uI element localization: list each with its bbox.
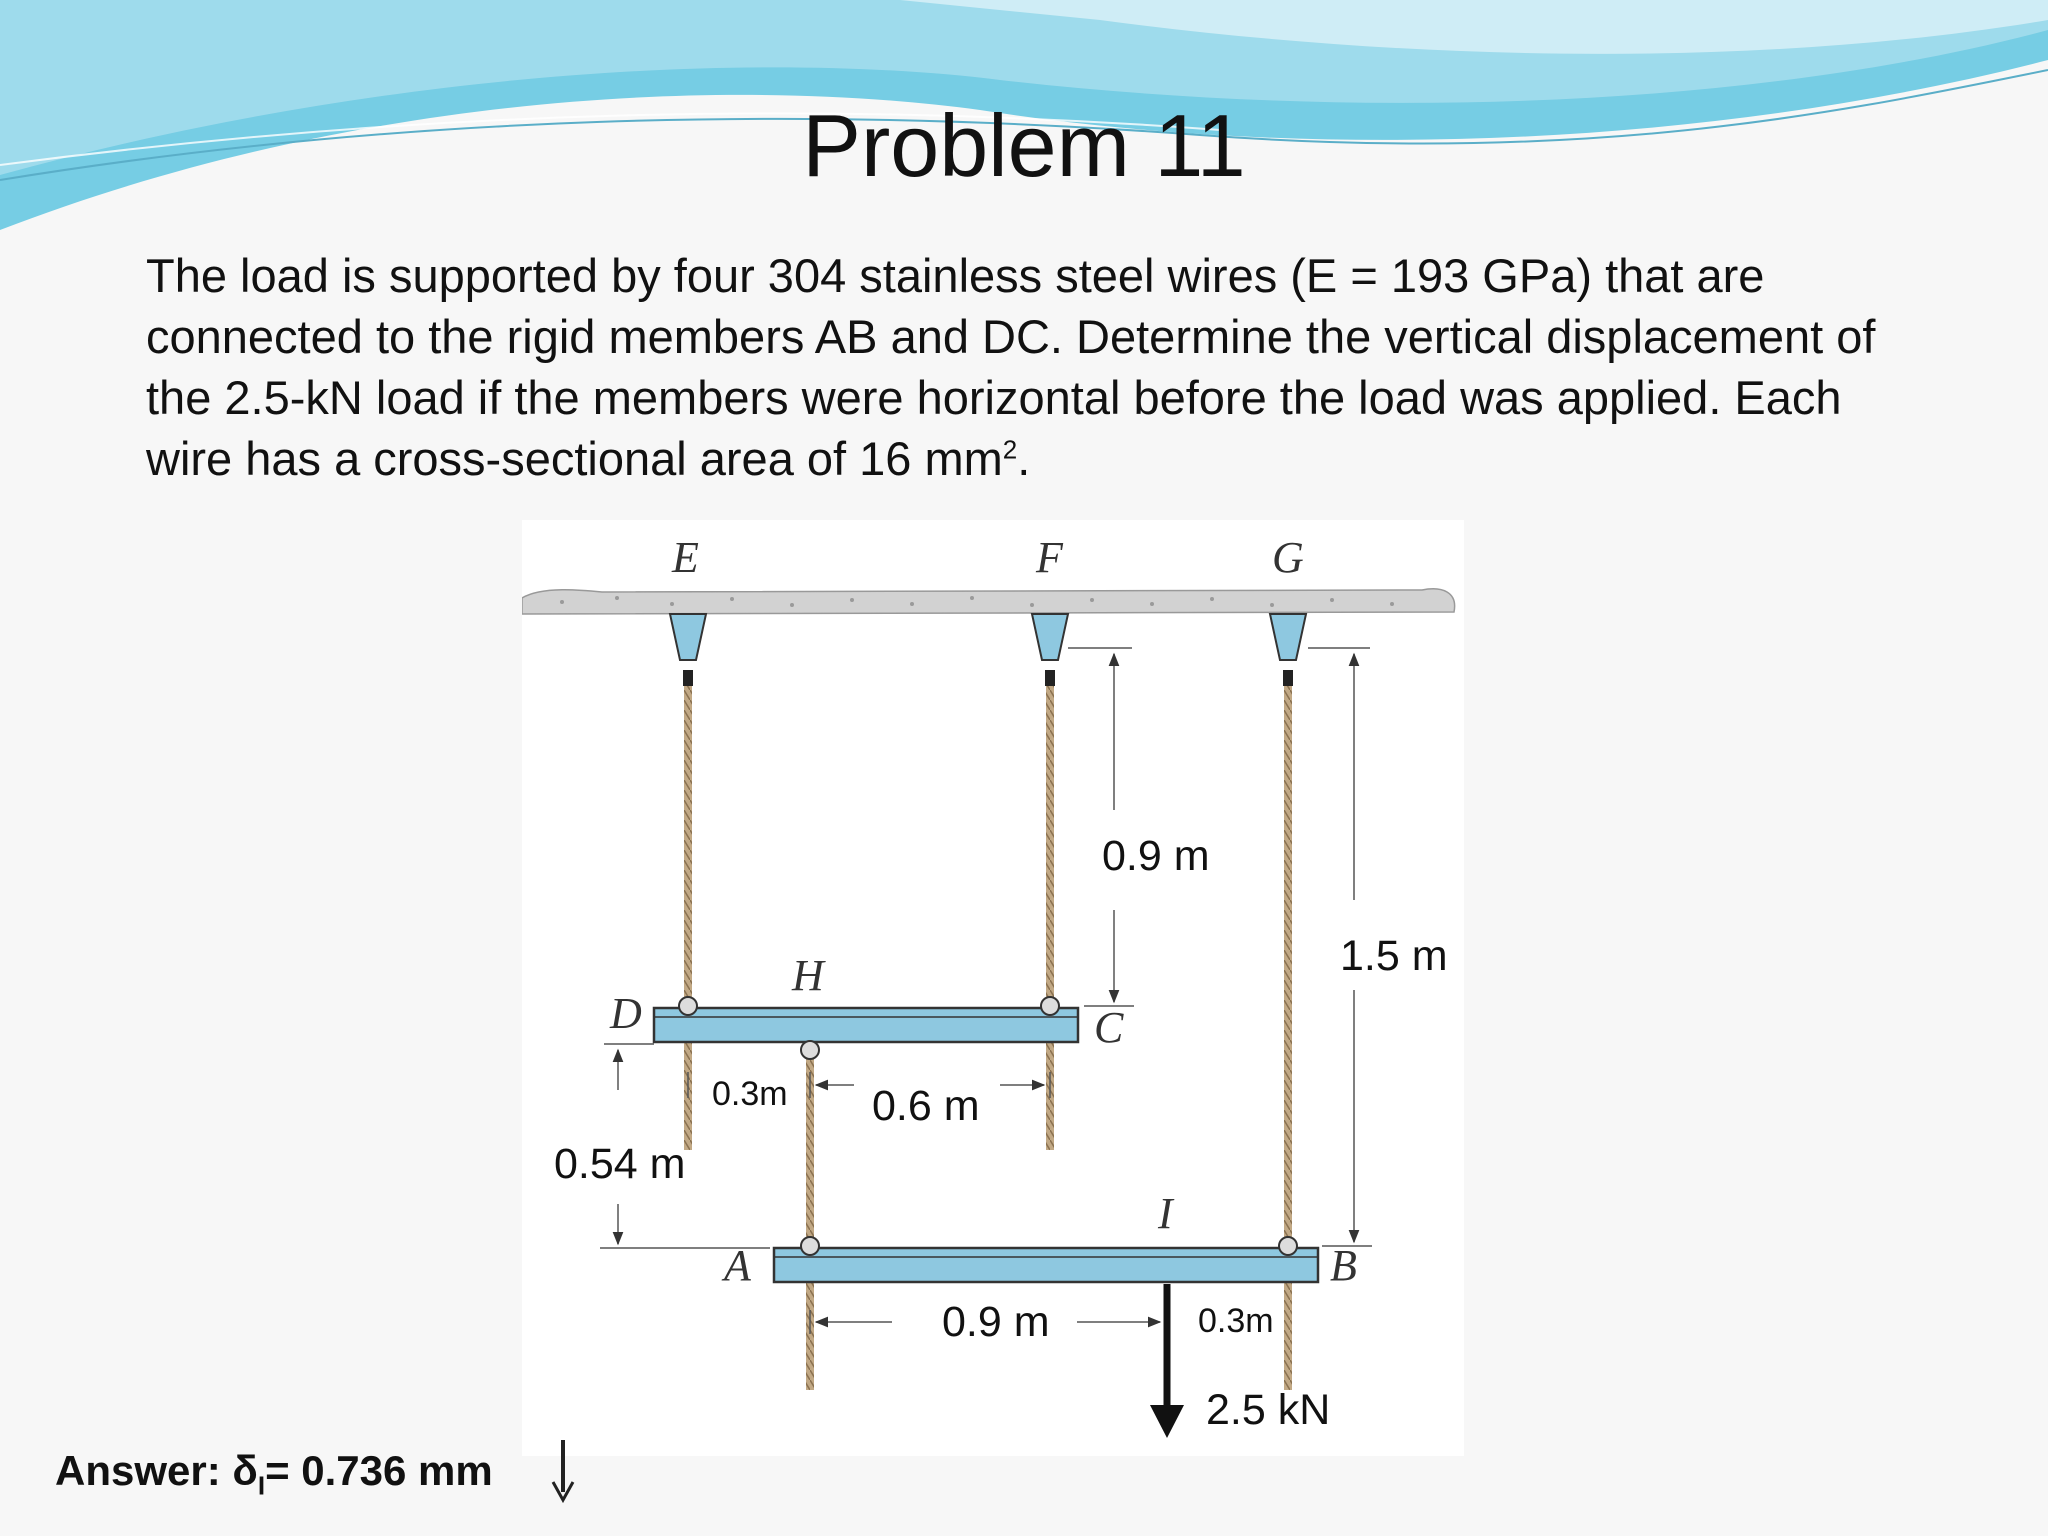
slide-title: Problem 11	[802, 96, 1246, 195]
hanger-e	[670, 614, 706, 660]
dim-da-label: 0.54 m	[554, 1140, 686, 1188]
point-label-f: F	[1036, 533, 1063, 582]
answer-subscript: I	[257, 1470, 266, 1501]
wire-beam-diagram	[522, 520, 1464, 1456]
answer-prefix: Answer: δ	[55, 1447, 258, 1494]
down-arrow-icon	[548, 1436, 578, 1506]
load-label: 2.5 kN	[1206, 1386, 1331, 1434]
dim-dh-label: 0.3m	[712, 1075, 788, 1113]
point-label-i: I	[1158, 1189, 1173, 1238]
hanger-f	[1032, 614, 1068, 660]
rigid-member-ab	[774, 1248, 1318, 1282]
problem-statement	[146, 245, 1906, 489]
area-unit-superscript: 2	[1002, 434, 1018, 465]
wire-hi-body	[806, 1050, 814, 1390]
point-label-b: B	[1330, 1241, 1357, 1290]
pin-h	[801, 1041, 819, 1059]
rigid-member-dc	[654, 1008, 1078, 1042]
problem-statement-end: .	[1017, 432, 1031, 485]
clamp-e	[683, 670, 693, 686]
point-label-d: D	[610, 989, 642, 1038]
point-label-g: G	[1272, 533, 1304, 582]
dim-gb-label: 1.5 m	[1340, 932, 1448, 980]
pin-c	[1041, 997, 1059, 1015]
point-label-a: A	[724, 1241, 751, 1290]
point-label-h: H	[792, 951, 824, 1000]
pin-d	[679, 997, 697, 1015]
clamp-g	[1283, 670, 1293, 686]
clamp-f	[1045, 670, 1055, 686]
pin-a-wire	[801, 1237, 819, 1255]
point-label-e: E	[672, 533, 699, 582]
ceiling-support	[522, 589, 1455, 614]
dim-ib-label: 0.3m	[1198, 1302, 1274, 1340]
answer-value: = 0.736 mm	[265, 1447, 493, 1494]
problem-statement-text: The load is supported by four 304 stainless steel wires (E = 193 GPa) that are connected to the rigid members AB and DC. Determine the vertical displacement of the 2.5-kN load if the members were horizontal before the load was applied. Each wire has a cross-sectional area of 16 mm	[146, 249, 1876, 485]
dim-hc-label: 0.6 m	[872, 1082, 980, 1130]
dim-fc-label: 0.9 m	[1102, 832, 1210, 880]
load-arrow-head	[1150, 1405, 1184, 1438]
pin-b-wire	[1279, 1237, 1297, 1255]
hanger-g	[1270, 614, 1306, 660]
point-label-c: C	[1094, 1003, 1124, 1052]
answer-line	[55, 1447, 493, 1501]
dim-ai-label: 0.9 m	[942, 1298, 1050, 1346]
diagram-panel	[522, 520, 1464, 1456]
